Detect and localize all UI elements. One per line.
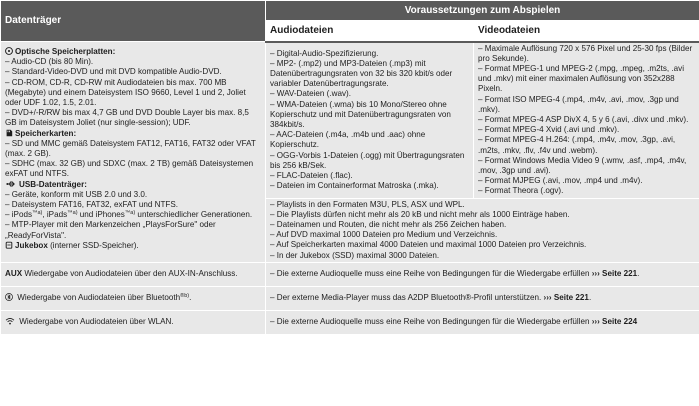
video-item: – Format MPEG-4 ASP DivX 4, 5 y 6 (.avi, .divx und .mkv).	[478, 114, 689, 124]
jukebox-line	[5, 241, 261, 251]
aux-badge: AUX	[5, 269, 23, 279]
video-item: – Format Windows Media Video 9 (.wmv, .asf, .mp4, .m4v, .mov, .3gp und .avi).	[478, 155, 687, 175]
audio-item: – FLAC-Dateien (.flac).	[270, 171, 353, 181]
header-video: Videodateien	[474, 21, 699, 42]
playlist-item: – Dateinamen und Routen, die nicht mehr als 256 Zeichen haben.	[270, 219, 507, 229]
bluetooth-source-cell: Wiedergabe von Audiodateien über Bluetooth$^{®b)}$.	[1, 286, 266, 310]
aux-page-ref[interactable]: ››› Seite 221	[591, 269, 638, 279]
header-datentraeger: Datenträger	[1, 1, 266, 42]
video-item: – Maximale Auflösung 720 x 576 Pixel und 25-30 fps (Bilder pro Sekunde).	[478, 43, 693, 63]
video-item: – Format MPEG-4 H.264: (.mp4, .m4v, .mov, .3gp, .avi, .m2ts, .mkv, .flv, .f4v und .webm).	[478, 135, 676, 155]
disc-icon	[5, 47, 13, 55]
wlan-requirement-cell	[266, 310, 699, 334]
bluetooth-label: Wiedergabe von Audiodateien über Bluetooth	[15, 293, 181, 303]
header-audio: Audiodateien	[266, 21, 474, 42]
header-requirements: Voraussetzungen zum Abspielen	[266, 1, 699, 21]
bluetooth-icon	[5, 293, 13, 301]
aux-requirement: – Die externe Audioquelle muss eine Reihe von Bedingungen für die Wiedergabe erfüllen	[270, 269, 592, 279]
usb-icon	[5, 180, 17, 188]
card-heading	[5, 129, 261, 139]
audio-item: – MP2- (.mp2) und MP3-Dateien (.mp3) mit Datenübertragungsraten von 32 bis 320 kbit/s oder variabler Datenübertragungsrate.	[270, 58, 453, 89]
sd-card-icon	[5, 129, 13, 137]
bluetooth-requirement-cell: – Der externe Media-Player muss das A2DP Bluetooth®-Profil unterstützen. ››› Seite 221.	[266, 286, 699, 310]
optical-item: – DVD+/-R/RW bis max 4,7 GB und DVD Double Layer bis max. 8,5 GB im Dateisystem Joliet (nur single-session); UDF.	[5, 108, 249, 128]
playlist-item: – In der Jukebox (SSD) maximal 3000 Dateien.	[270, 250, 440, 260]
playlist-item: – Auf DVD maximal 1000 Dateien pro Medium und Verzeichnis.	[270, 230, 498, 240]
card-title: Speicherkarten:	[15, 128, 77, 138]
usb-title: USB-Datenträger:	[19, 179, 87, 189]
optical-heading	[5, 47, 261, 57]
usb-item-mtp: – MTP-Player mit den Markenzeichen „PlaysForSure" oder „ReadyForVista".	[5, 220, 216, 240]
usb-heading	[5, 180, 261, 190]
wlan-label: Wiedergabe von Audiodateien über WLAN.	[17, 317, 174, 327]
bluetooth-requirement: – Der externe Media-Player muss das A2DP Bluetooth®-Profil unterstützen.	[270, 293, 544, 303]
optical-item: – Audio-CD (bis 80 Min).	[5, 57, 94, 67]
wifi-icon	[5, 317, 15, 325]
optical-title: Optische Speicherplatten:	[15, 47, 116, 56]
audio-item: – Dateien im Containerformat Matroska (.mka).	[270, 181, 439, 191]
aux-label: Wiedergabe von Audiodateien über den AUX-IN-Anschluss.	[22, 269, 238, 279]
playlist-item: – Playlists in den Formaten M3U, PLS, ASX und WPL.	[270, 199, 465, 209]
playlist-item: – Die Playlists dürfen nicht mehr als 20 kB und nicht mehr als 1000 Einträge haben.	[270, 209, 570, 219]
media-list-cell	[1, 42, 266, 263]
card-item: – SDHC (max. 32 GB) und SDXC (max. 2 TB) gemäß Dateisystemen exFAT und NTFS.	[5, 159, 254, 179]
audio-cell	[266, 42, 474, 199]
audio-item: – Digital-Audio-Spezifizierung.	[270, 48, 379, 58]
card-item: – SD und MMC gemäß Dateisystem FAT12, FAT16, FAT32 oder VFAT (max. 2 GB).	[5, 138, 256, 159]
video-item: – Format MPEG-4 Xvid (.avi und .mkv).	[478, 125, 620, 135]
audio-item: – OGG-Vorbis 1-Dateien (.ogg) mit Übertragungsraten bis 256 kB/Sek.	[270, 150, 465, 170]
video-item: – Format ISO MPEG-4 (.mp4, .m4v, .avi, .mov, .3gp und .mkv).	[478, 94, 679, 114]
audio-item: – AAC-Dateien (.m4a, .m4b und .aac) ohne Kopierschutz.	[270, 130, 426, 150]
usb-item: – Geräte, konform mit USB 2.0 und 3.0.	[5, 189, 148, 199]
usb-item: – Dateisystem FAT16, FAT32, exFAT und NTFS.	[5, 200, 179, 210]
optical-item: – CD-ROM, CD-R, CD-RW mit Audiodateien bis max. 700 MB (Megabyte) und einem Dateisystem ISO 9660, Level 1 und 2, Joliet oder UDF 1.02, 1.5, 2.01.	[5, 77, 246, 108]
playlist-cell	[266, 198, 699, 262]
video-item: – Format MPEG-1 und MPEG-2 (.mpg, .mpeg, .m2ts, .avi und .mkv) mit einer maximalen Auflösung von 352x288 Pixeln.	[478, 63, 685, 94]
video-item: – Format Theora (.ogv).	[478, 186, 564, 196]
video-cell	[474, 42, 699, 199]
aux-requirement-cell: – Die externe Audioquelle muss eine Reihe von Bedingungen für die Wiedergabe erfüllen ››› Seite 221.	[266, 262, 699, 286]
playlist-item: – Auf Speicherkarten maximal 4000 Dateien und maximal 1000 Dateien pro Verzeichnis.	[270, 240, 587, 250]
jukebox-title: Jukebox	[15, 240, 48, 250]
optical-item: – Standard-Video-DVD und mit DVD kompatible Audio-DVD.	[5, 67, 222, 77]
usb-item-ipod: – iPods$^{™a)}$, iPads$^{™a)}$ und iPhones$^{™a)}$ unterschiedlicher Generationen.	[5, 210, 253, 220]
jukebox-text: (interner SSD-Speicher).	[47, 240, 139, 250]
video-item: – Format MJPEG (.avi, .mov, .mp4 und .m4v).	[478, 176, 643, 186]
wlan-page-ref[interactable]: ››› Seite 224	[591, 317, 638, 327]
audio-item: – WMA-Dateien (.wma) bis 10 Mono/Stereo ohne Kopierschutz und mit Datenübertragungsraten von 384kbit/s.	[270, 99, 451, 130]
aux-source-cell	[1, 262, 266, 286]
wlan-source-cell	[1, 310, 266, 334]
wlan-requirement: – Die externe Audioquelle muss eine Reihe von Bedingungen für die Wiedergabe erfüllen	[270, 317, 592, 327]
bluetooth-page-ref[interactable]: ››› Seite 221	[543, 293, 589, 303]
jukebox-icon	[5, 241, 13, 249]
audio-item: – WAV-Dateien (.wav).	[270, 89, 351, 99]
